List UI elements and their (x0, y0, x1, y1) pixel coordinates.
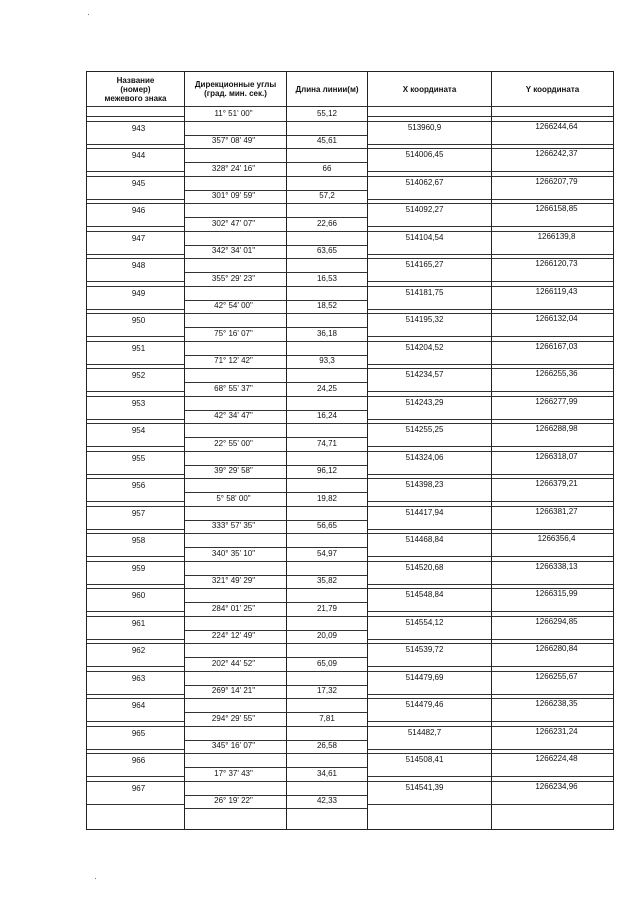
row-divider (287, 808, 367, 809)
line-length-cell: 74,71 (316, 438, 338, 448)
direction-angle-cell: 75° 16' 07" (214, 328, 253, 338)
row-divider (87, 148, 184, 149)
row-divider (87, 286, 184, 287)
row-divider (87, 561, 184, 562)
scan-speck (95, 878, 96, 879)
row-divider (87, 639, 184, 640)
row-divider (87, 203, 184, 204)
direction-angle-cell: 42° 34' 47" (214, 411, 253, 420)
row-divider (368, 419, 491, 420)
y-coordinate-cell: 1266294,85 (535, 616, 578, 626)
line-length-cell: 34,61 (316, 768, 338, 778)
mark-name-cell: 954 (131, 426, 146, 436)
row-divider (492, 611, 613, 612)
y-coordinate-cell: 1266255,67 (535, 671, 578, 681)
row-divider (287, 313, 367, 314)
row-divider (492, 666, 613, 667)
row-divider (185, 203, 286, 204)
row-divider (492, 501, 613, 502)
row-divider (87, 121, 184, 122)
row-divider (368, 336, 491, 337)
header-divider (87, 106, 184, 107)
row-divider (492, 419, 613, 420)
row-divider (492, 721, 613, 722)
column-y-coordinate (491, 72, 613, 829)
row-divider (87, 506, 184, 507)
y-coordinate-cell: 1266244,64 (535, 121, 578, 131)
row-divider (492, 694, 613, 695)
line-length-cell: 54,97 (316, 548, 338, 558)
mark-name-cell: 945 (131, 178, 146, 188)
row-divider (492, 199, 613, 200)
y-coordinate-cell: 1266315,99 (535, 589, 578, 599)
x-coordinate-cell: 514181,75 (405, 287, 444, 297)
row-divider (87, 584, 184, 585)
row-divider (287, 781, 367, 782)
row-divider (185, 148, 286, 149)
row-divider (87, 666, 184, 667)
row-divider (87, 226, 184, 227)
row-divider (287, 506, 367, 507)
y-coordinate-cell: 1266120,73 (535, 259, 578, 269)
row-divider (87, 478, 184, 479)
row-divider (87, 726, 184, 727)
direction-angle-cell: 202° 44' 52" (211, 658, 256, 668)
row-divider (87, 556, 184, 557)
line-length-cell: 19,82 (316, 493, 338, 503)
row-divider (87, 698, 184, 699)
row-divider (185, 561, 286, 562)
row-divider (287, 561, 367, 562)
row-divider (87, 721, 184, 722)
line-length-cell: 55,12 (316, 108, 338, 118)
line-length-cell: 17,32 (316, 686, 338, 695)
y-coordinate-cell: 1266238,35 (535, 699, 578, 709)
x-coordinate-cell: 514479,69 (405, 672, 444, 682)
row-divider (287, 451, 367, 452)
row-divider (87, 804, 184, 805)
row-divider (287, 396, 367, 397)
row-divider (87, 694, 184, 695)
direction-angle-cell: 342° 34' 01" (211, 246, 256, 255)
direction-angle-cell: 284° 01' 25" (211, 603, 256, 613)
row-divider (185, 506, 286, 507)
mark-name-cell: 957 (131, 508, 146, 518)
row-divider (368, 776, 491, 777)
row-divider (87, 258, 184, 259)
row-divider (492, 639, 613, 640)
row-divider (87, 231, 184, 232)
x-coordinate-cell: 514062,67 (405, 177, 444, 187)
y-coordinate-cell: 1266224,48 (535, 754, 578, 764)
header-divider (368, 106, 491, 107)
x-coordinate-cell: 514092,27 (405, 205, 444, 215)
row-divider (368, 254, 491, 255)
x-coordinate-cell: 514541,39 (405, 782, 444, 792)
x-coordinate-cell: 514508,41 (405, 755, 444, 765)
row-divider (87, 171, 184, 172)
row-divider (185, 368, 286, 369)
mark-name-cell: 946 (131, 206, 146, 216)
y-coordinate-cell: 1266381,27 (535, 506, 578, 516)
y-coordinate-cell: 1266139,8 (537, 231, 576, 241)
row-divider (368, 281, 491, 282)
row-divider (368, 556, 491, 557)
row-divider (492, 336, 613, 337)
direction-angle-cell: 302° 47' 07" (211, 218, 256, 228)
row-divider (287, 698, 367, 699)
row-divider (87, 419, 184, 420)
row-divider (185, 121, 286, 122)
mark-name-cell: 965 (131, 728, 146, 738)
direction-angle-cell: 224° 12' 49" (211, 631, 256, 640)
mark-name-cell: 958 (131, 536, 146, 546)
mark-name-cell: 962 (131, 646, 146, 656)
row-divider (368, 804, 491, 805)
row-divider (87, 176, 184, 177)
direction-angle-cell: 345° 16' 07" (211, 741, 256, 750)
row-divider (287, 533, 367, 534)
row-divider (87, 616, 184, 617)
x-coordinate-cell: 514554,12 (405, 617, 444, 627)
row-divider (492, 116, 613, 117)
direction-angle-cell: 333° 57' 35" (211, 521, 256, 530)
row-divider (87, 501, 184, 502)
row-divider (492, 474, 613, 475)
row-divider (87, 643, 184, 644)
row-divider (185, 616, 286, 617)
row-divider (368, 749, 491, 750)
row-divider (87, 446, 184, 447)
x-coordinate-cell: 514243,29 (405, 397, 444, 407)
y-coordinate-cell: 1266207,79 (535, 176, 578, 186)
y-coordinate-cell: 1266158,85 (535, 204, 578, 214)
x-coordinate-cell: 513960,9 (407, 122, 442, 132)
line-length-cell: 93,3 (319, 356, 335, 365)
y-coordinate-cell: 1266255,36 (535, 369, 578, 379)
row-divider (87, 396, 184, 397)
row-divider (87, 254, 184, 255)
row-divider (87, 474, 184, 475)
y-coordinate-cell: 1266338,13 (535, 561, 578, 571)
x-coordinate-cell: 514479,46 (405, 700, 444, 710)
row-divider (368, 721, 491, 722)
column-direction-angle (184, 72, 286, 829)
row-divider (87, 611, 184, 612)
row-divider (287, 341, 367, 342)
row-divider (368, 501, 491, 502)
direction-angle-cell: 68° 55' 37" (214, 383, 253, 393)
row-divider (185, 726, 286, 727)
mark-name-cell: 966 (131, 756, 146, 766)
row-divider (368, 446, 491, 447)
mark-name-cell: 955 (131, 453, 146, 463)
x-coordinate-cell: 514255,25 (405, 425, 444, 435)
row-divider (368, 584, 491, 585)
row-divider (492, 776, 613, 777)
y-coordinate-cell: 1266318,07 (535, 451, 578, 461)
y-coordinate-cell: 1266132,04 (535, 314, 578, 324)
row-divider (287, 203, 367, 204)
direction-angle-cell: 42° 54' 00" (214, 301, 253, 310)
mark-name-cell: 949 (131, 288, 146, 298)
row-divider (87, 533, 184, 534)
line-length-cell: 63,65 (316, 246, 338, 255)
row-divider (368, 474, 491, 475)
y-coordinate-cell: 1266280,84 (535, 644, 578, 654)
row-divider (185, 698, 286, 699)
row-divider (368, 639, 491, 640)
row-divider (492, 281, 613, 282)
y-coordinate-cell: 1266231,24 (535, 726, 578, 736)
row-divider (87, 671, 184, 672)
mark-name-cell: 947 (131, 233, 146, 243)
direction-angle-cell: 328° 24' 16" (211, 163, 256, 173)
row-divider (492, 171, 613, 172)
row-divider (185, 423, 286, 424)
row-divider (185, 533, 286, 534)
row-divider (287, 616, 367, 617)
row-divider (287, 643, 367, 644)
row-divider (492, 556, 613, 557)
mark-name-cell: 943 (131, 123, 146, 133)
y-coordinate-cell: 1266242,37 (535, 149, 578, 159)
row-divider (87, 281, 184, 282)
x-coordinate-cell: 514468,84 (405, 535, 444, 545)
line-length-cell: 96,12 (316, 466, 338, 475)
row-divider (87, 749, 184, 750)
row-divider (87, 313, 184, 314)
row-divider (368, 666, 491, 667)
row-divider (287, 121, 367, 122)
direction-angle-cell: 5° 58' 00" (216, 493, 251, 503)
direction-angle-cell: 294° 29' 55" (211, 713, 256, 723)
row-divider (368, 694, 491, 695)
header-y-coordinate: Y координата (525, 84, 580, 94)
row-divider (87, 781, 184, 782)
line-length-cell: 35,82 (316, 576, 338, 585)
row-divider (87, 451, 184, 452)
row-divider (492, 144, 613, 145)
mark-name-cell: 956 (131, 481, 146, 491)
row-divider (87, 776, 184, 777)
y-coordinate-cell: 1266234,96 (535, 781, 578, 791)
y-coordinate-cell: 1266356,4 (537, 534, 576, 544)
column-mark-name (87, 72, 184, 829)
x-coordinate-cell: 514006,45 (405, 150, 444, 160)
x-coordinate-cell: 514520,68 (405, 562, 444, 572)
direction-angle-cell: 269° 14' 21" (211, 686, 256, 695)
y-coordinate-cell: 1266288,98 (535, 424, 578, 434)
row-divider (287, 368, 367, 369)
row-divider (185, 643, 286, 644)
row-divider (185, 808, 286, 809)
line-length-cell: 36,18 (316, 328, 338, 338)
row-divider (287, 148, 367, 149)
row-divider (87, 588, 184, 589)
row-divider (492, 529, 613, 530)
row-divider (287, 478, 367, 479)
line-length-cell: 21,79 (316, 603, 338, 613)
row-divider (492, 309, 613, 310)
row-divider (185, 176, 286, 177)
row-divider (87, 341, 184, 342)
direction-angle-cell: 355° 29' 23" (211, 273, 256, 283)
header-line-length: Длина линии(м) (295, 84, 359, 94)
mark-name-cell: 960 (131, 591, 146, 601)
row-divider (87, 423, 184, 424)
row-divider (492, 584, 613, 585)
row-divider (368, 529, 491, 530)
x-coordinate-cell: 514104,54 (405, 232, 444, 242)
line-length-cell: 65,09 (316, 658, 338, 668)
x-coordinate-cell: 514234,57 (405, 370, 444, 380)
line-length-cell: 7,81 (319, 713, 335, 723)
y-coordinate-cell: 1266119,43 (535, 286, 578, 296)
mark-name-cell: 964 (131, 701, 146, 711)
row-divider (368, 364, 491, 365)
coordinates-table (86, 71, 614, 830)
row-divider (185, 341, 286, 342)
x-coordinate-cell: 514398,23 (405, 480, 444, 490)
row-divider (287, 258, 367, 259)
line-length-cell: 57,2 (319, 191, 335, 200)
direction-angle-cell: 357° 08' 49" (211, 136, 256, 145)
row-divider (368, 116, 491, 117)
mark-name-cell: 951 (131, 343, 146, 353)
direction-angle-cell: 301° 09' 59" (211, 191, 256, 200)
header-direction-angle: Дирекционные углы (град. мин. сек.) (194, 80, 277, 98)
row-divider (492, 391, 613, 392)
row-divider (287, 423, 367, 424)
row-divider (87, 368, 184, 369)
y-coordinate-cell: 1266167,03 (535, 341, 578, 351)
row-divider (492, 364, 613, 365)
line-length-cell: 66 (322, 163, 332, 173)
row-divider (368, 199, 491, 200)
direction-angle-cell: 71° 12' 42" (214, 356, 253, 365)
mark-name-cell: 944 (131, 151, 146, 161)
line-length-cell: 42,33 (316, 796, 338, 805)
x-coordinate-cell: 514195,32 (405, 315, 444, 325)
row-divider (185, 753, 286, 754)
row-divider (87, 144, 184, 145)
row-divider (185, 451, 286, 452)
mark-name-cell: 950 (131, 316, 146, 326)
x-coordinate-cell: 514204,52 (405, 342, 444, 352)
row-divider (492, 226, 613, 227)
row-divider (87, 336, 184, 337)
header-mark-name: Название (номер) межевого знака (104, 75, 167, 103)
row-divider (287, 753, 367, 754)
direction-angle-cell: 22° 55' 00" (214, 438, 253, 448)
mark-name-cell: 967 (131, 783, 146, 793)
line-length-cell: 22,66 (316, 218, 338, 228)
direction-angle-cell: 11° 51' 00" (214, 108, 253, 118)
row-divider (185, 781, 286, 782)
row-divider (185, 396, 286, 397)
x-coordinate-cell: 514324,06 (405, 452, 444, 462)
mark-name-cell: 952 (131, 371, 146, 381)
y-coordinate-cell: 1266277,99 (535, 396, 578, 406)
line-length-cell: 26,58 (316, 741, 338, 750)
row-divider (87, 753, 184, 754)
row-divider (287, 588, 367, 589)
row-divider (368, 144, 491, 145)
scan-speck (88, 14, 89, 15)
header-divider (492, 106, 613, 107)
row-divider (287, 231, 367, 232)
row-divider (185, 478, 286, 479)
row-divider (492, 254, 613, 255)
row-divider (185, 313, 286, 314)
x-coordinate-cell: 514548,84 (405, 590, 444, 600)
line-length-cell: 24,25 (316, 383, 338, 393)
direction-angle-cell: 39° 29' 58" (214, 466, 253, 475)
header-x-coordinate: X координата (402, 84, 457, 94)
row-divider (185, 286, 286, 287)
row-divider (287, 671, 367, 672)
row-divider (87, 364, 184, 365)
row-divider (492, 446, 613, 447)
row-divider (368, 226, 491, 227)
row-divider (492, 804, 613, 805)
row-divider (287, 726, 367, 727)
row-divider (368, 611, 491, 612)
direction-angle-cell: 340° 35' 10" (211, 548, 256, 558)
x-coordinate-cell: 514165,27 (405, 260, 444, 270)
row-divider (287, 286, 367, 287)
mark-name-cell: 953 (131, 398, 146, 408)
x-coordinate-cell: 514482,7 (407, 727, 442, 737)
row-divider (87, 199, 184, 200)
row-divider (185, 258, 286, 259)
row-divider (368, 391, 491, 392)
row-divider (287, 176, 367, 177)
row-divider (368, 309, 491, 310)
mark-name-cell: 961 (131, 618, 146, 628)
mark-name-cell: 963 (131, 673, 146, 683)
y-coordinate-cell: 1266379,21 (535, 479, 578, 489)
line-length-cell: 20,09 (316, 631, 338, 640)
line-length-cell: 45,61 (316, 136, 338, 145)
row-divider (185, 231, 286, 232)
line-length-cell: 56,65 (316, 521, 338, 530)
mark-name-cell: 948 (131, 261, 146, 271)
row-divider (87, 116, 184, 117)
row-divider (492, 749, 613, 750)
mark-name-cell: 959 (131, 563, 146, 573)
row-divider (185, 671, 286, 672)
direction-angle-cell: 17° 37' 43" (214, 768, 253, 778)
x-coordinate-cell: 514417,94 (405, 507, 444, 517)
direction-angle-cell: 26° 19' 22" (214, 796, 253, 805)
row-divider (87, 309, 184, 310)
row-divider (185, 588, 286, 589)
x-coordinate-cell: 514539,72 (405, 645, 444, 655)
line-length-cell: 18,52 (316, 301, 338, 310)
line-length-cell: 16,53 (316, 273, 338, 283)
row-divider (87, 391, 184, 392)
row-divider (368, 171, 491, 172)
line-length-cell: 16,24 (316, 411, 338, 420)
row-divider (87, 529, 184, 530)
direction-angle-cell: 321° 49' 29" (211, 576, 256, 585)
column-x-coordinate (367, 72, 491, 829)
column-line-length (286, 72, 367, 829)
